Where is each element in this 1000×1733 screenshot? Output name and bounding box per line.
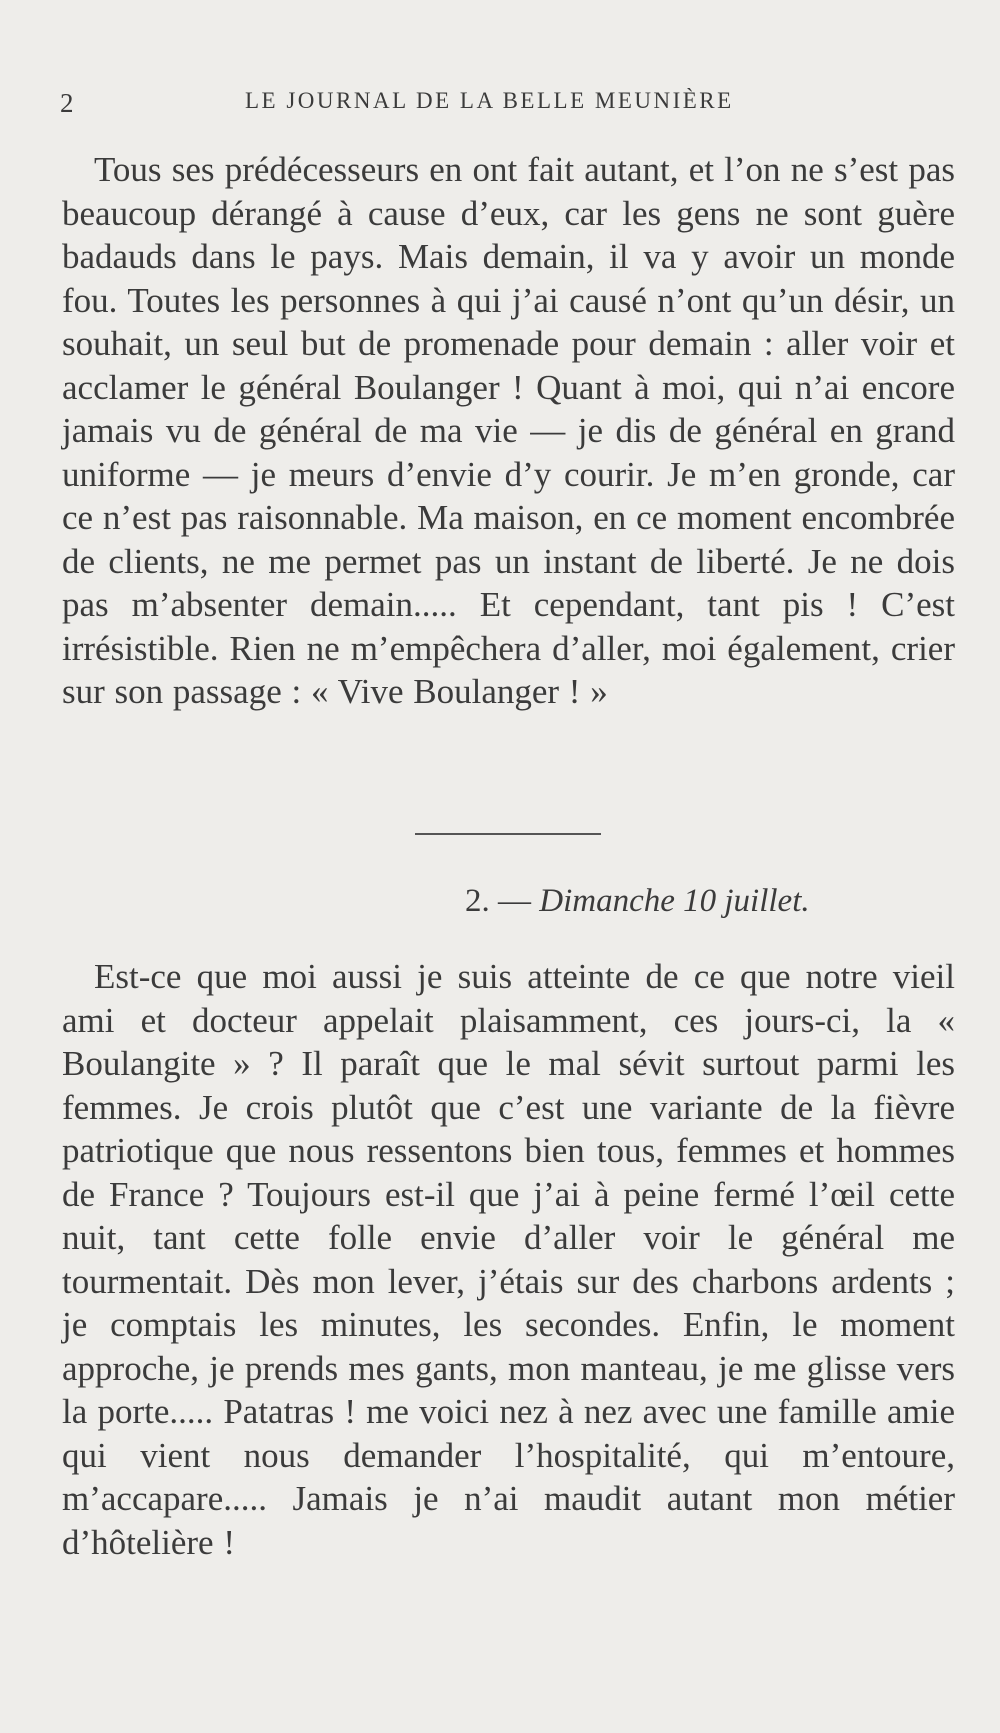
running-title: LE JOURNAL DE LA BELLE MEUNIÈRE — [245, 88, 734, 113]
diary-entry-heading — [465, 883, 810, 920]
entry-number: 2. — — [465, 883, 531, 919]
page-number: 2 — [60, 88, 75, 118]
page-header — [60, 88, 920, 128]
section-separator-rule — [415, 833, 601, 835]
entry-date: Dimanche 10 juillet. — [539, 883, 810, 919]
body-paragraph: Est-ce que moi aussi je suis atteinte de ce que notre vieil ami et docteur appelait plaisamment, ces jours-ci, la « Boulangite » ? Il paraît que le mal sévit surtout parmi les femmes. Je crois plutôt que c’est une variante de la fièvre patriotique que nous ressentons bien tous, femmes et hommes de France ? Toujours est-il que j’ai à peine fermé l’œil cette nuit, tant cette folle envie d’aller voir le général me tourmentait. Dès mon lever, j’étais sur des charbons ardents ; je comptais les minutes, les secondes. Enfin, le moment approche, je prends mes gants, mon manteau, je me glisse vers la porte..... Patatras ! me voici nez à nez avec une famille amie qui vient nous demander l’hospitalité, qui m’entoure, m’accapare..... Jamais je n’ai maudit autant mon métier d’hôtelière ! — [62, 957, 955, 1562]
body-paragraph: Tous ses prédécesseurs en ont fait autant, et l’on ne s’est pas beaucoup dérangé à cause d’eux, car les gens ne sont guère badauds dans le pays. Mais demain, il va y avoir un monde fou. Toutes les personnes à qui j’ai causé n’ont qu’un désir, un souhait, un seul but de promenade pour demain : aller voir et acclamer le général Boulanger ! Quant à moi, qui n’ai encore jamais vu de général de ma vie — je dis de général en grand uniforme — je meurs d’envie d’y courir. Je m’en gronde, car ce n’est pas raisonnable. Ma maison, en ce moment encombrée de clients, ne me permet pas un instant de liberté. Je ne dois pas m’absenter demain..... Et cependant, tant pis ! C’est irrésistible. Rien ne m’empêchera d’aller, moi également, crier sur son passage : « Vive Boulanger ! » — [62, 150, 955, 711]
